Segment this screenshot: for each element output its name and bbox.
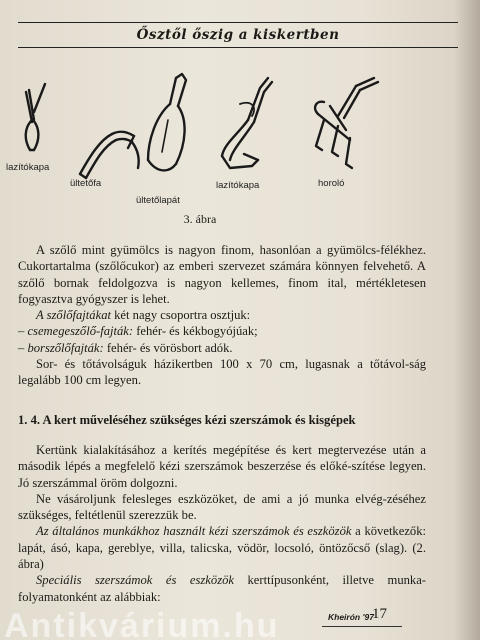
dash: – [18, 324, 28, 339]
trowel-tool-drawing [148, 74, 186, 170]
text-run: a következők: lapát, ásó, kapa, gereblye, villa, talicska, vödör, locsoló, öntözőcső (slag). (2. ábra) [18, 524, 427, 572]
paragraph-block-1 [18, 242, 426, 389]
tools-illustration [0, 60, 480, 235]
figure-label-4: lazítókapa [216, 180, 260, 191]
figure-label-1: lazítókapa [6, 162, 50, 173]
running-header: Ősztől őszig a kiskertben [18, 22, 458, 48]
list-item [18, 340, 426, 356]
italic-text: Speciális szerszámok és eszközök [36, 573, 234, 588]
figure-label-5: horoló [318, 178, 345, 189]
tools-figure [0, 60, 480, 235]
text-run: fehér- és vörösbort adók. [103, 340, 233, 355]
italic-text: borszőlőfajták: [27, 340, 104, 355]
figure-label-3: ültetőlapát [136, 195, 180, 206]
loop-hoe-tool-drawing [222, 78, 272, 168]
page-number: 17 [372, 606, 387, 622]
italic-text: csemegeszőlő-fajták: [27, 324, 134, 339]
paragraph: Kertünk kialakításához a kerítés megépítése és kert megtervezése után a második lépés a megfelelő kézi szerszámok beszerzése és előké-szítése legyen. Jó szerszámmal öröm dolgozni. [18, 443, 426, 490]
paragraph: A szőlő mint gyümölcs is nagyon finom, hasonlóan a gyümölcs-félékhez. Cukortartalma (szőlőcukor) az emberi szervezet számára könnyen felvehető. A szőlő bornak feldolgozva is nagyon kellemes, finom ital, mértékletesen fogyasztva gyógyszer is lehet. [18, 243, 426, 306]
paragraph: Ne vásároljunk felesleges eszközöket, de ami a jó munka elvég-zéséhez szükséges, feltétlenül szerezzük be. [18, 491, 426, 523]
dibber-tool-drawing [80, 132, 139, 178]
paragraph [18, 572, 426, 605]
figure-label-2: ültetőfa [70, 178, 102, 189]
italic-text: Az általános munkákhoz használt kézi szerszámok és eszközök [36, 524, 352, 539]
italic-text: A szőlőfajtákat [36, 308, 111, 323]
hoe-tool-drawing [26, 84, 45, 150]
list-item [18, 323, 426, 339]
paragraph-block-2 [18, 442, 426, 605]
text-run: fehér- és kékbogyójúak; [133, 324, 258, 339]
watermark: Antikvárium.hu [4, 612, 280, 640]
paragraph [18, 523, 426, 572]
cultivator-tool-drawing [315, 78, 378, 168]
text-run: kerttípusonként, illetve munka-folyamatonként az alábbiak: [18, 573, 427, 604]
paragraph [18, 307, 426, 323]
text-run: két nagy csoportra osztjuk: [110, 308, 251, 323]
figure-caption: 3. ábra [183, 212, 217, 226]
section-heading: 1. 4. A kert műveléséhez szükséges kézi szerszámok és kisgépek [18, 413, 356, 427]
dash: – [18, 340, 28, 355]
publisher-mark: Kheirón '97 [328, 612, 374, 622]
paragraph: Sor- és tőtávolságuk házikertben 100 x 70 cm, lugasnak a tőtávol-ság legalább 100 cm legyen. [18, 357, 426, 388]
